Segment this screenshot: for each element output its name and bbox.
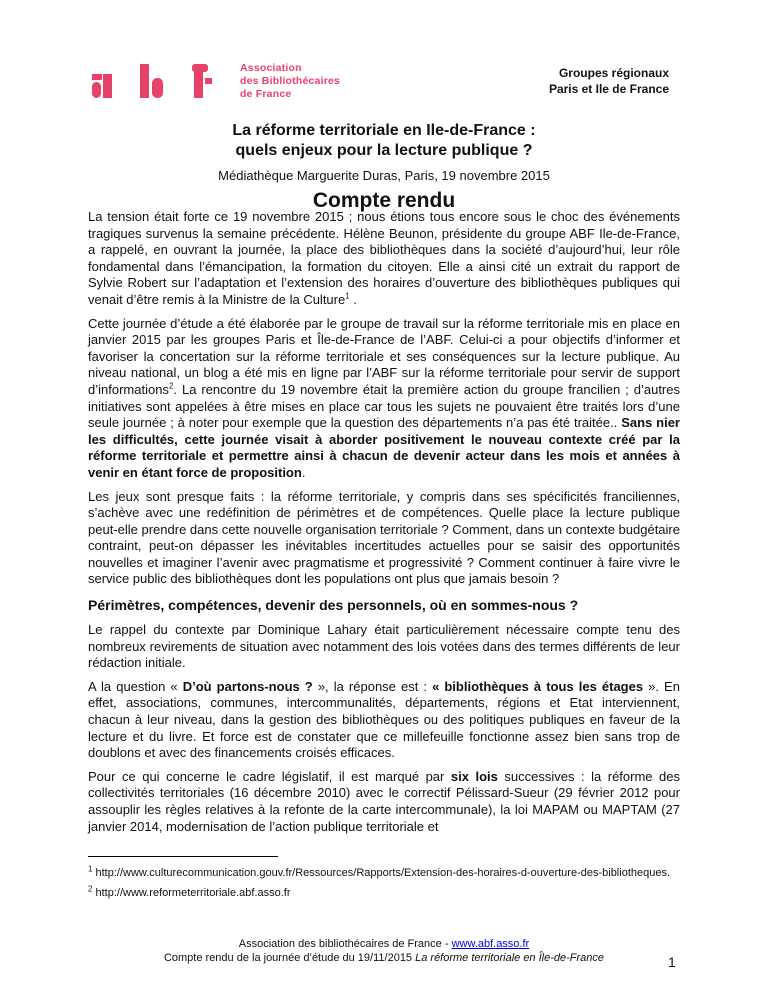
p6-bold: six lois bbox=[450, 768, 498, 784]
p1-end: . bbox=[349, 291, 357, 307]
p5-bold-1: D’où partons-nous ? bbox=[182, 678, 313, 694]
section-heading-1: Périmètres, compétences, devenir des personnels, où en sommes-nous ? bbox=[88, 597, 579, 614]
footer-report-title: La réforme territoriale en Île-de-France bbox=[415, 952, 605, 964]
paragraph-5 bbox=[88, 679, 680, 762]
header-groups bbox=[549, 65, 669, 97]
p1-text: La tension était forte ce 19 novembre 2015 ; nous étions tous encore sous le choc des événements tragiques survenus la semaine précédente. Hélène Beunon, présidente du groupe ABF Ile-de-France, a rappelé, en ouvrant la journée, la place des bibliothèques dans la société d’aujourd’hui, leur rôle fondamental dans l’émancipation, la formation du citoyen. Elle a ainsi cité un extrait du rapport de Sylvie Robert sur l’adaptation et l’extension des horaires d’ouverture des bibliothèques publiques qui venait d’être remis à la Ministre de la Culture bbox=[88, 209, 680, 307]
footnote-ref-2: 2 bbox=[168, 381, 174, 391]
title-line-1: La réforme territoriale en Ile-de-France : bbox=[232, 122, 536, 139]
header-line-2: Paris et Ile de France bbox=[548, 82, 669, 96]
p2-bold: Sans nier les difficultés, cette journée visait à aborder positivement le nouveau contexte créé par la réforme territoriale et permettre ainsi à chacun de devenir acteur dans les mois et années à venir en étant force de proposition bbox=[88, 415, 680, 480]
body-text bbox=[88, 209, 680, 842]
footnote-2-link[interactable]: http://www.reformeterritoriale.abf.asso.fr bbox=[92, 887, 291, 899]
p5-text-a: A la question « bbox=[88, 678, 183, 694]
title-block bbox=[88, 121, 680, 214]
p2-text-a: Cette journée d’étude a été élaborée par le groupe de travail sur la réforme territoriale mis en place en janvier 2015 par les groupes Paris et Île-de-France de l’ABF. Celui-ci a pour objectifs d’informer et favoriser la concertation sur la réforme territoriale et ses conséquences sur la lecture publique. Au niveau national, un blog a été mis en ligne par l’ABF sur la réforme territoriale pour servir de support d’informations bbox=[88, 315, 680, 397]
paragraph-3: Les jeux sont presque faits : la réforme territoriale, y compris dans ses spécificités franciliennes, s’achève avec une redéfinition de périmètres et de compétences. Quelle place la lecture publique peut-elle prendre dans cette nouvelle organisation territoriale ? Comment, dans un contexte budgétaire contraint, peut-on dépasser les inévitables incertitudes actuelles pour se saisir des opportunités nouvelles et imaginer l’avenir avec pragmatisme et progressivité ? Comment continuer à faire vivre le service public des bibliothèques dont les populations ont plus que jamais besoin ? bbox=[88, 488, 680, 587]
footer-website-link[interactable]: www.abf.asso.fr bbox=[451, 938, 530, 950]
header-line-1: Groupes régionaux bbox=[558, 66, 669, 80]
heading-compte-rendu: Compte rendu bbox=[312, 189, 456, 212]
footer-line-1 bbox=[88, 937, 680, 951]
p2-text-b: . La rencontre du 19 novembre était la première action du groupe francilien ; d’autres initiatives sont appelées à être mises en place car tous les sujets ne pouvaient être traités lors d’une seule journée ; à noter pour exemple que la question des départements n’a pas été traitée.. bbox=[88, 381, 680, 431]
footnote-1 bbox=[88, 866, 680, 880]
subtitle: Médiathèque Marguerite Duras, Paris, 19 novembre 2015 bbox=[218, 168, 550, 183]
footnote-ref-1: 1 bbox=[345, 291, 350, 301]
p5-text-c: ». En effet, associations, communes, intercommunalités, départements, régions et Etat interviennent, chacun à leur niveau, dans la gestion des bibliothèques ou des politiques publiques en faveur de la lecture et du livre. Et force est de constater que ce millefeuille fonctionne assez bien sans trop de doublons et avec des financements croisés efficaces. bbox=[88, 678, 680, 761]
logo-line-1: Association bbox=[240, 62, 302, 74]
footnote-1-number: 1 bbox=[88, 864, 93, 874]
p2-end: . bbox=[301, 464, 306, 480]
abf-logo-icon bbox=[92, 64, 232, 100]
paragraph-1 bbox=[88, 209, 680, 309]
p6-text-b: successives : la réforme des collectivités territoriales (16 décembre 2010) avec le correctif Pélissard-Sueur (29 février 2012 pour assouplir les règles relatives à la refonte de la carte intercommunale), la loi MAPAM ou MAPTAM (27 janvier 2014, modernisation de l’action publique territoriale et bbox=[88, 768, 681, 834]
footnote-1-link[interactable]: http://www.culturecommunication.gouv.fr/Ressources/Rapports/Extension-des-horaires-d-ouverture-des-bibliotheques. bbox=[92, 867, 671, 879]
footnote-2-number: 2 bbox=[88, 884, 93, 894]
p5-bold-2: « bibliothèques à tous les étages bbox=[432, 678, 644, 694]
footnotes bbox=[88, 866, 680, 906]
footnote-separator bbox=[88, 856, 278, 857]
logo-text bbox=[240, 62, 340, 101]
footer-association: Association des bibliothécaires de France - bbox=[238, 938, 452, 950]
p5-text-b: », la réponse est : bbox=[312, 678, 433, 694]
logo-line-2: des Bibliothécaires bbox=[240, 75, 341, 87]
p6-text-a: Pour ce qui concerne le cadre législatif, il est marqué par bbox=[88, 768, 451, 784]
footnote-2 bbox=[88, 886, 680, 900]
title-line-2: quels enjeux pour la lecture publique ? bbox=[235, 142, 533, 159]
logo-line-3: de France bbox=[240, 88, 292, 100]
footer-report-label: Compte rendu de la journée d’étude du 19/11/2015 bbox=[163, 952, 416, 964]
paragraph-6 bbox=[88, 769, 680, 835]
page-number: 1 bbox=[668, 954, 676, 970]
footer-line-2 bbox=[88, 951, 680, 965]
paragraph-2 bbox=[88, 316, 680, 482]
paragraph-4: Le rappel du contexte par Dominique Lahary était particulièrement nécessaire compte tenu des nombreux revirements de situation avec notamment des lois votées dans des termes différents de leur rédaction initiale. bbox=[88, 622, 680, 671]
page-footer bbox=[88, 937, 680, 965]
